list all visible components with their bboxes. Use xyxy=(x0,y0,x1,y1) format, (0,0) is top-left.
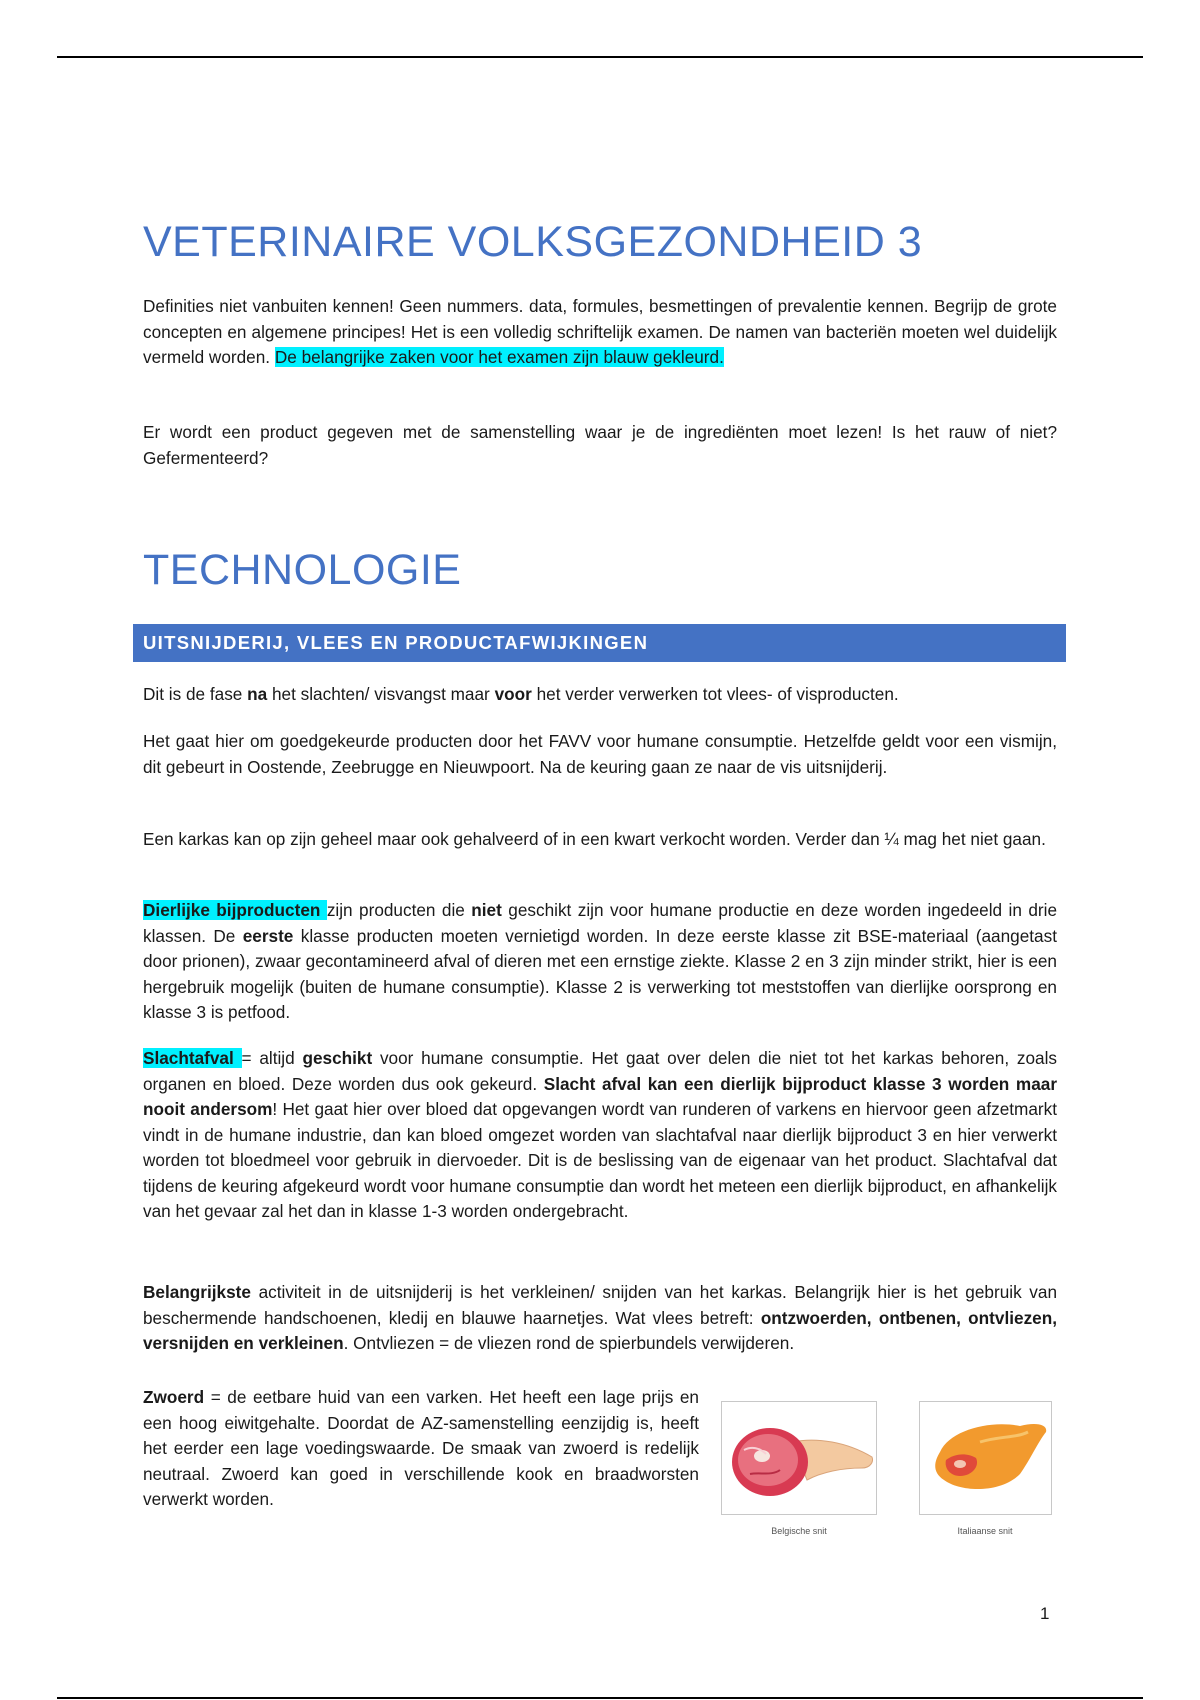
section-paragraph-3: Een karkas kan op zijn geheel maar ook gehalveerd of in een kwart verkocht worden. Verder dan ¼ mag het niet gaan. xyxy=(143,829,1046,849)
text-run: klasse producten moeten vernietigd worden. In deze eerste klasse zit BSE-materiaal (aangetast door prionen), zwaar gecontamineerd afval of dieren met een ernstige ziekte. Klasse 2 en 3 zijn minder strikt, hier is een hergebruik mogelijk (buiten de humane consumptie). Klasse 2 is verwerking tot meststoffen van dierlijke oorsprong en klasse 3 is petfood. xyxy=(143,925,1057,1022)
section-paragraph-2: Het gaat hier om goedgekeurde producten door het FAVV voor humane consumptie. Hetzelfde geldt voor een vismijn, dit gebeurt in Oostende, Zeebrugge en Nieuwpoort. Na de keuring gaan ze naar de vis uitsnijderij. xyxy=(143,731,1057,777)
intro-highlight: De belangrijke zaken voor het examen zijn blauw gekleurd. xyxy=(274,347,724,367)
bold-run: Slacht afval kan een dierlijk bijproduct klasse 3 worden maar nooit andersom xyxy=(143,1073,1058,1119)
bold-run: Belangrijkste xyxy=(143,1282,251,1302)
main-heading: VETERINAIRE VOLKSGEZONDHEID 3 xyxy=(143,218,923,266)
ham-italian-icon xyxy=(920,1402,1051,1514)
technologie-heading: TECHNOLOGIE xyxy=(143,546,462,594)
dierlijke-bijproducten-paragraph xyxy=(143,898,1057,1026)
bold-run: Zwoerd xyxy=(143,1387,205,1407)
right-image-caption: Italiaanse snit xyxy=(957,1526,1013,1536)
belangrijkste-paragraph xyxy=(143,1280,1057,1357)
text-run: voor humane consumptie. Het gaat over delen die niet tot het karkas behoren, zoals organen en bloed. Deze worden dus ook gekeurd. xyxy=(143,1048,1058,1094)
bold-run: niet xyxy=(471,900,502,920)
text-run: . Ontvliezen = de vliezen rond de spierbundels verwijderen. xyxy=(343,1333,795,1353)
intro-paragraph-1 xyxy=(143,294,1057,371)
intro-paragraph-2: Er wordt een product gegeven met de samenstelling waar je de ingrediënten moet lezen! Is het rauw of niet? Gefermenteerd? xyxy=(143,422,1057,468)
zwoerd-paragraph xyxy=(143,1385,699,1513)
bold-run: geschikt xyxy=(302,1048,373,1068)
slachtafval-paragraph xyxy=(143,1046,1057,1225)
text-run: Dit is de fase xyxy=(143,684,248,704)
text-run: geschikt zijn voor humane productie en deze worden ingedeeld in drie klassen. De xyxy=(143,900,1057,946)
text-run: ! Het gaat hier over bloed dat opgevangen wordt van runderen of varkens en hiervoor geen afzetmarkt vindt in de humane industrie, dan kan bloed omgezet worden van slachtafval naar dierlijk bijproduct 3 en hier verwerkt worden tot bloedmeel voor gebruik in diervoeder. Dit is de beslissing van de eigenaar van het product. Slachtafval dat tijdens de keuring afgekeurd wordt voor humane consumptie dan wordt het meteen een dierlijk bijproduct, en afhankelijk van het gevaar zal het dan in klasse 1-3 worden ondergebracht. xyxy=(143,1099,1057,1221)
bold-run: eerste xyxy=(242,925,294,946)
bold-run: ontzwoerden, ontbenen, ontvliezen, versnijden en verkleinen xyxy=(143,1307,1057,1353)
section-paragraph-1 xyxy=(143,682,1057,708)
text-run: zijn producten die xyxy=(326,900,472,920)
page-number: 1 xyxy=(1040,1604,1050,1623)
section-banner: UITSNIJDERIJ, VLEES EN PRODUCTAFWIJKINGEN xyxy=(133,624,1066,662)
bold-run: voor xyxy=(494,684,532,704)
header-rule xyxy=(57,56,1143,58)
highlight-term: Slachtafval xyxy=(143,1048,242,1068)
italiaanse-snit-image xyxy=(919,1401,1052,1515)
left-image-caption: Belgische snit xyxy=(771,1526,827,1536)
text-run: activiteit in de uitsnijderij is het verkleinen/ snijden van het karkas. Belangrijk hier is het gebruik van beschermende handschoenen, kledij en blauwe haarnetjes. Wat vlees betreft: xyxy=(143,1282,1057,1328)
highlight-term: Dierlijke bijproducten xyxy=(143,900,327,920)
text-run: = altijd xyxy=(241,1048,303,1068)
ham-belgian-icon xyxy=(722,1402,876,1514)
belgische-snit-image xyxy=(721,1401,877,1515)
bold-run: na xyxy=(247,684,268,704)
intro-text: Definities niet vanbuiten kennen! Geen nummers. data, formules, besmettingen of prevalentie kennen. Begrijp de grote concepten en algemene principes! Het is een volledig schriftelijk examen. De namen van bacteriën moeten wel duidelijk vermeld worden. xyxy=(143,296,1057,367)
text-run: het slachten/ visvangst maar xyxy=(267,684,495,704)
text-run: = de eetbare huid van een varken. Het heeft een lage prijs en een hoog eiwitgehalte. Doordat de AZ-samenstelling eenzijdig is, heeft het eerder een lage voedingswaarde. De smaak van zwoerd is redelijk neutraal. Zwoerd kan goed in verschillende kook en braadworsten verwerkt worden. xyxy=(143,1387,699,1509)
footer-rule xyxy=(57,1697,1143,1699)
text-run: het verder verwerken tot vlees- of visproducten. xyxy=(531,684,899,704)
